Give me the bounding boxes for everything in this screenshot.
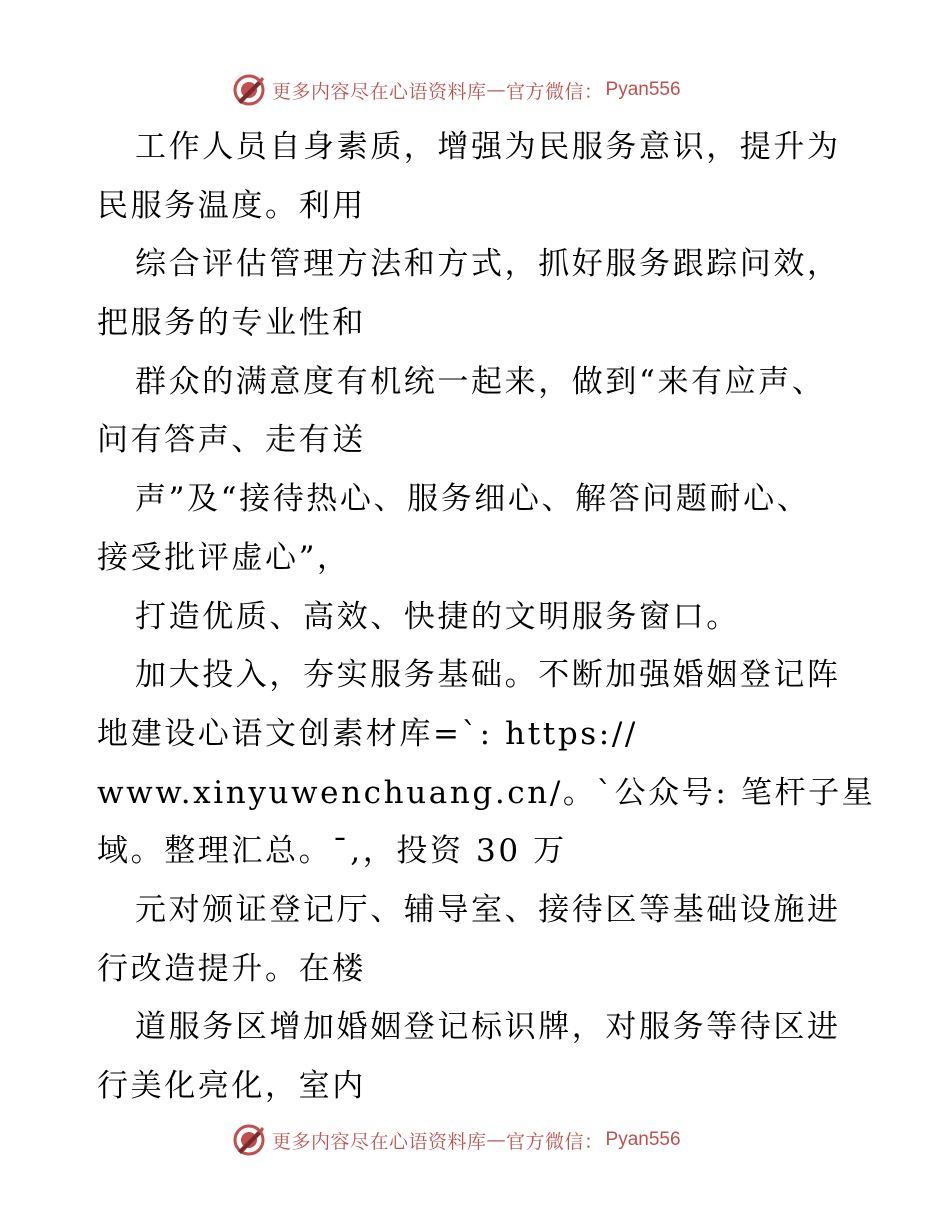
text-line: 元对颁证登记厅、辅导室、接待区等基础设施进 bbox=[135, 891, 841, 928]
text-line: 行改造提升。在楼 bbox=[97, 950, 366, 987]
text-line: 问有答声、走有送 bbox=[97, 422, 366, 459]
text-line: www.xinyuwenchuang.cn/。`公众号: 笔杆子星 bbox=[97, 774, 876, 811]
pen-logo-icon bbox=[232, 73, 266, 107]
banner-slogan: 更多内容尽在心语资料库 bbox=[272, 80, 487, 103]
text-line: 工作人员自身素质，增强为民服务意识，提升为 bbox=[135, 129, 841, 165]
text-line: 群众的满意度有机统一起来，做到“来有应声、 bbox=[135, 363, 826, 400]
body-text bbox=[97, 118, 876, 1116]
banner-contact-label: 官方微信： bbox=[506, 1130, 604, 1153]
banner-contact-label: 官方微信： bbox=[506, 80, 604, 103]
text-line: 域。整理汇总。¯,，投资 30 万 bbox=[97, 833, 567, 870]
text-line: 道服务区增加婚姻登记标识牌，对服务等待区进 bbox=[135, 1009, 841, 1046]
text-line: 民服务温度。利用 bbox=[97, 187, 366, 224]
banner-dash: — bbox=[486, 1129, 507, 1151]
text-line: 行美化亮化，室内 bbox=[97, 1068, 366, 1104]
pen-logo-icon bbox=[232, 1123, 266, 1157]
text-line: 打造优质、高效、快捷的文明服务窗口。 bbox=[135, 598, 740, 635]
text-line: 地建设心语文创素材库=`: https:// bbox=[97, 715, 638, 752]
text-line: 综合评估管理方法和方式，抓好服务跟踪问效， bbox=[135, 246, 841, 283]
text-line: 接受批评虚心”， bbox=[97, 539, 351, 576]
footer-banner bbox=[232, 1120, 712, 1160]
header-banner bbox=[232, 70, 712, 110]
banner-wechat-id: Pyan556 bbox=[605, 79, 681, 100]
text-line: 把服务的专业性和 bbox=[97, 305, 366, 342]
text-line: 加大投入，夯实服务基础。不断加强婚姻登记阵 bbox=[135, 657, 841, 694]
banner-wechat-id: Pyan556 bbox=[605, 1129, 681, 1150]
banner-dash: — bbox=[486, 79, 507, 101]
text-line: 声”及“接待热心、服务细心、解答问题耐心、 bbox=[135, 481, 811, 518]
banner-slogan: 更多内容尽在心语资料库 bbox=[272, 1130, 487, 1153]
